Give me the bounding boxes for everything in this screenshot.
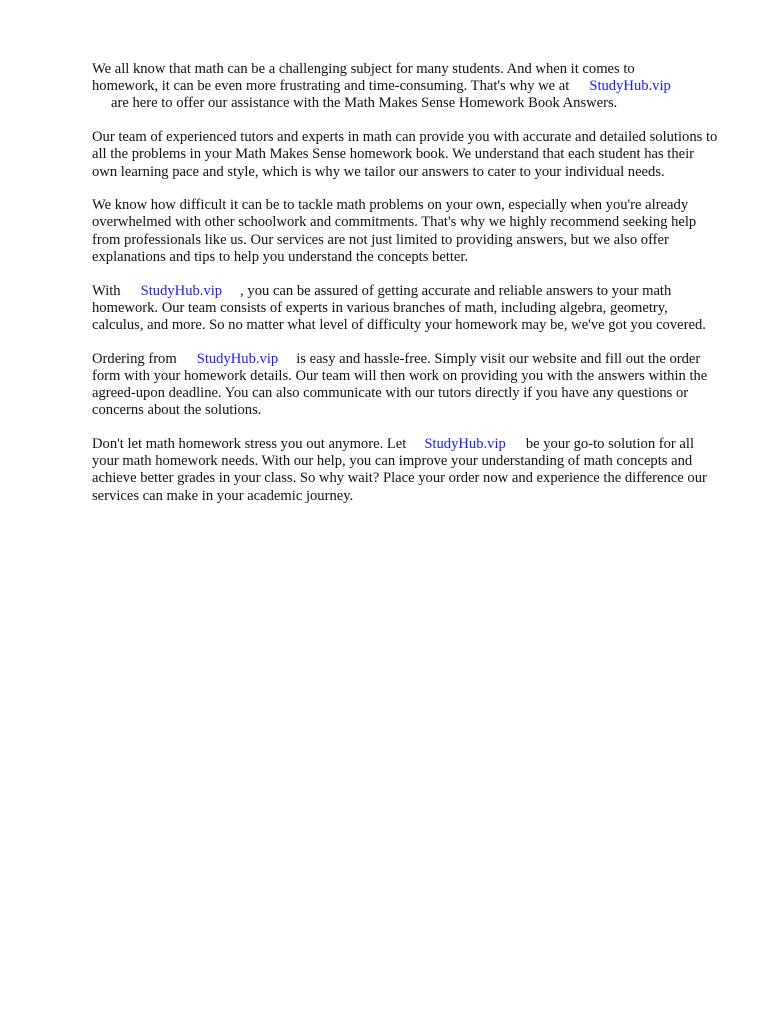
intro-line-3: are here to offer our assistance with the Math Makes Sense Homework Book Answers. — [111, 95, 618, 112]
intro-line-2: homework, it can be even more frustrating and time-consuming. That's why we at — [92, 78, 570, 95]
studyhub-link-1[interactable]: StudyHub.vip — [589, 78, 671, 95]
studyhub-link-4[interactable]: StudyHub.vip — [424, 435, 506, 452]
closing-pre: Don't let math homework stress you out anymore. Let — [92, 435, 407, 452]
with-post: , you can be assured of getting accurate and reliable answers to your math homework. Our team consists of experts in various branches of math, including algebra, geometry, calculus, and more. So no matter what level of difficulty your homework may be, we've got you covered. — [92, 282, 706, 333]
studyhub-link-2[interactable]: StudyHub.vip — [140, 282, 223, 299]
studyhub-link-3[interactable]: StudyHub.vip — [196, 350, 279, 367]
document-body — [92, 61, 722, 521]
paragraph-difficulty — [92, 197, 722, 266]
with-pre: With — [92, 282, 121, 299]
ordering-post: is easy and hassle-free. Simply visit our website and fill out the order form with your homework details. Our team will then work on providing you with the answers within the agreed-upon deadline. You can also communicate with our tutors directly if you have any questions or concerns about the solutions. — [92, 350, 708, 419]
team-text: Our team of experienced tutors and experts in math can provide you with accurate and detailed solutions to all the problems in your Math Makes Sense homework book. We understand that each student has their own learning pace and style, which is why we tailor our answers to cater to your individual needs. — [92, 129, 718, 180]
paragraph-closing — [92, 436, 722, 505]
paragraph-ordering — [92, 351, 722, 420]
closing-post: be your go-to solution for all your math homework needs. With our help, you can improve your understanding of math concepts and achieve better grades in your class. So why wait? Place your order now and experience the difference our services can make in your academic journey. — [92, 435, 707, 504]
intro-line-1: We all know that math can be a challenging subject for many students. And when it comes to — [92, 61, 635, 77]
paragraph-team — [92, 129, 722, 181]
paragraph-with — [92, 283, 722, 335]
paragraph-intro — [92, 61, 722, 113]
ordering-pre: Ordering from — [92, 350, 177, 367]
difficulty-text: We know how difficult it can be to tackle math problems on your own, especially when you're already overwhelmed with other schoolwork and commitments. That's why we highly recommend seeking help from professionals like us. Our services are not just limited to providing answers, but we also offer explanations and tips to help you understand the concepts better. — [92, 197, 697, 265]
